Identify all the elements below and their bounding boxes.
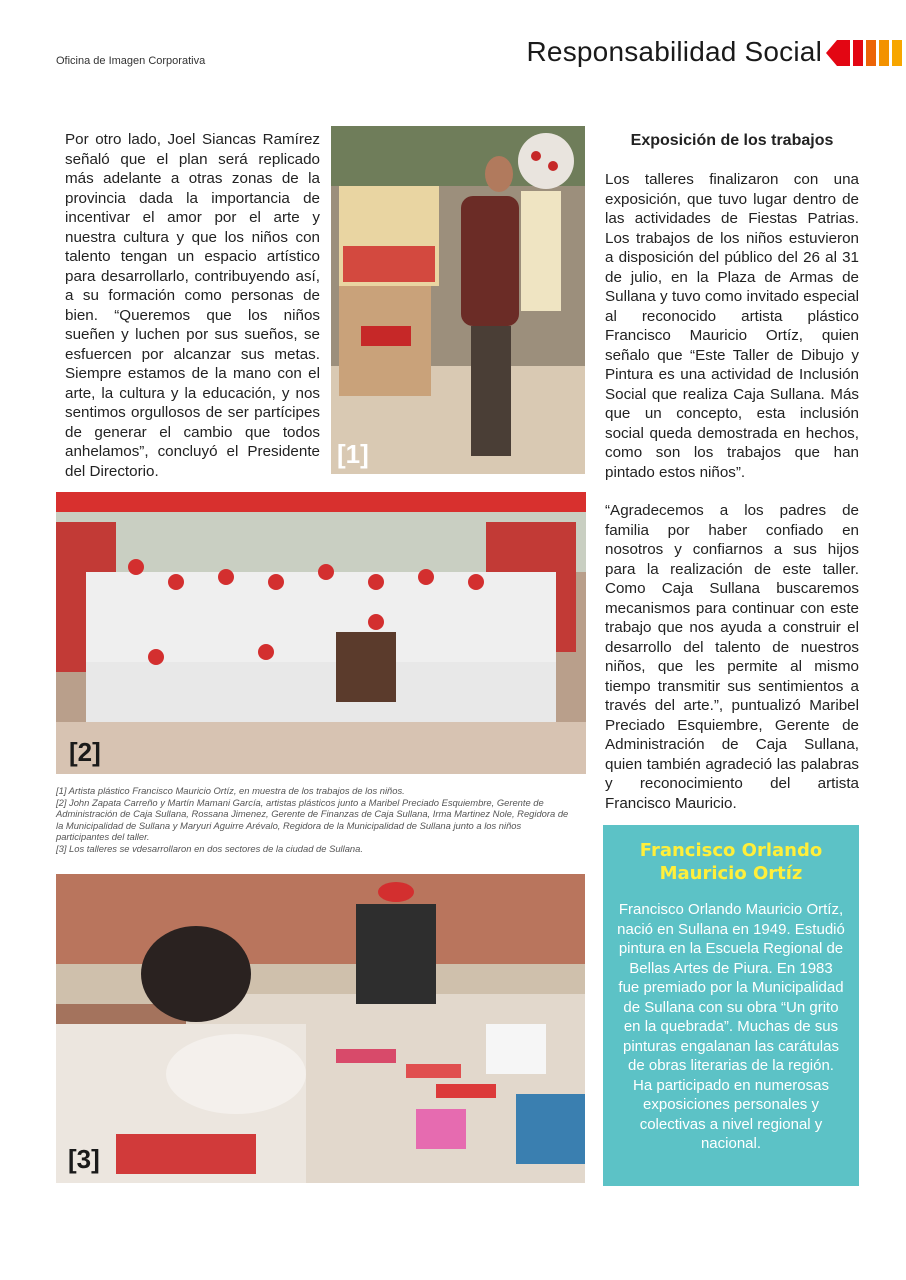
bio-title [617, 839, 845, 885]
header-color-stripes [826, 40, 902, 66]
stripe-arrow [826, 40, 850, 66]
bio-text: Francisco Orlando Mauricio Ortíz, nació en Sullana en 1949. Estudió pintura en la Escuela Regional de Bellas Artes de Piura. En 1983 fue premiado por la Municipalidad de Sullana con su obra “Un grito en la quebrada”. Muchas de sus pinturas engalanan las carátulas de obras literarias de la región. Ha participado en numerosas exposiciones personales y colectivas a nivel regional y nacional. [617, 901, 845, 1152]
photo-captions [56, 785, 576, 854]
article-right-paragraph-1: Los talleres finalizaron con una exposición, que tuvo lugar dentro de las actividades de Fiestas Patrias. Los trabajos de los niños estuvieron a disposición del público del 26 al 31 de julio, en la Plaza de Armas de Sullana y tuvo como invitado especial al reconocido artista plástico Francisco Mauricio Ortíz, quien señalo que “Este Taller de Dibujo y Pintura es una actividad de Inclusión Social que realiza Caja Sullana. Más que un concepto, esta inclusión social queda demostrada en hechos, como son los trabajos que han pintado estos niños”. [605, 171, 859, 481]
caption-3: [3] Los talleres se vdesarrollaron en dos sectores de la ciudad de Sullana. [56, 842, 363, 854]
photo-artist-speaking [331, 126, 585, 474]
caption-2: [2] John Zapata Carreño y Martín Mamani García, artistas plásticos junto a Maribel Preciado Esquiembre, Gerente de Administración de Caja Sullana, Rossana Jimenez, Gerente de Finanzas de Caja Sullana, Irma Martinez Nole, Regidora de la Municipalidad de Sullana y Maryuri Aguirre Arévalo, Regidora de la Municipalidad de Sullana junto a los niños participantes del taller. [56, 796, 569, 842]
bio-title-line-2: Mauricio Ortíz [659, 863, 803, 884]
stripe-1 [853, 40, 863, 66]
article-right-paragraph-2: “Agradecemos a los padres de familia por haber confiado en nosotros y confiarnos a sus hijos para la realización de este taller. Como Caja Sullana buscaremos mecanismos para continuar con este trabajo que nos ayuda a construir el desarrollo del talento de nuestros niños, que les permite al mismo tiempo transmitir sus sentimientos a través del arte.”, puntualizó Maribel Preciado Esquiembre, Gerente de Administración de Caja Sullana, quien también agradeció las palabras y reconocimiento del artista Francisco Mauricio. [605, 502, 859, 812]
artist-bio-box [603, 825, 859, 1186]
caption-1: [1] Artista plástico Francisco Mauricio Ortíz, en muestra de los trabajos de los niños. [56, 785, 405, 796]
photo-workshop-drawing [56, 874, 585, 1183]
photo-group-children [56, 492, 586, 774]
stripe-3 [879, 40, 889, 66]
stripe-2 [866, 40, 876, 66]
stripe-4 [892, 40, 902, 66]
bio-title-line-1: Francisco Orlando [639, 840, 823, 861]
section-title-exposicion: Exposición de los trabajos [630, 132, 834, 149]
photo-number-3: [3] [68, 1144, 100, 1174]
header-org-label: Oficina de Imagen Corporativa [56, 55, 206, 67]
article-left-paragraph: Por otro lado, Joel Siancas Ramírez señaló que el plan será replicado más adelante a otras zonas de la provincia dada la importancia de incentivar el amor por el arte y nuestra cultura y que los niños con talento tengan un espacio artístico para desarrollarlo, contribuyendo así, a su formación como personas de bien. “Queremos que los niños sueñen y luchen por sus sueños, se esfuercen por alcanzar sus metas. Siempre estamos de la mano con el arte, la cultura y la educación, y nos sentimos orgullosos de ser partícipes de generar el cambio que todos anhelamos”, concluyó el Presidente del Directorio. [65, 131, 320, 480]
photo-number-2: [2] [69, 737, 101, 767]
photo-number-1: [1] [337, 439, 369, 469]
article-right-column [605, 128, 859, 813]
section-header-title: Responsabilidad Social [526, 36, 822, 67]
